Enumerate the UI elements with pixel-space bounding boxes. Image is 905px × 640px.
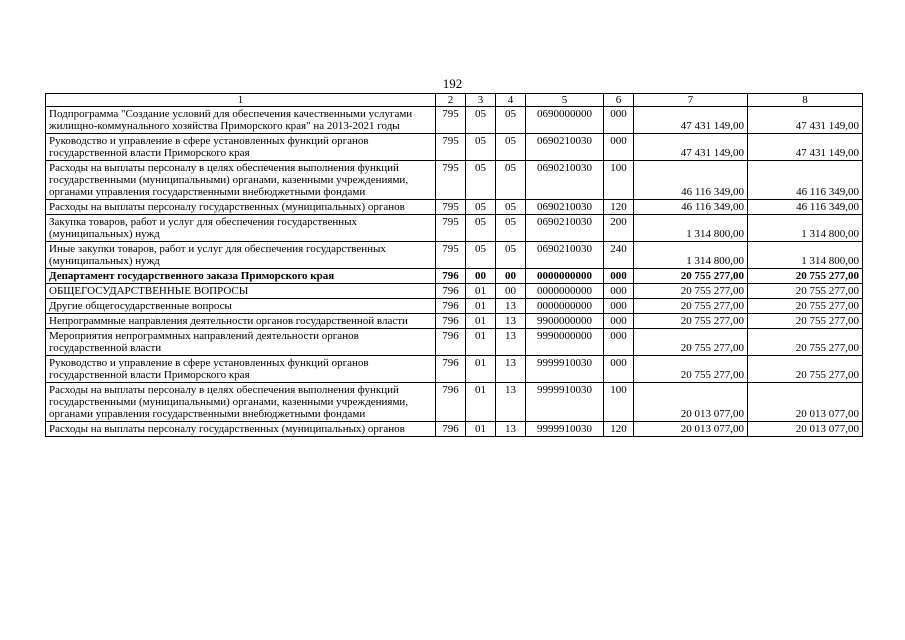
row-amount-8-cell: 20 755 277,00	[748, 269, 863, 284]
row-name-cell: Расходы на выплаты персоналу в целях обеспечения выполнения функций государственными (муниципальными) органами, казенными учреждениями, органами управления государственными внебюджетными фондами	[46, 383, 436, 422]
row-code-6-cell: 000	[604, 299, 634, 314]
row-code-6-cell: 120	[604, 200, 634, 215]
row-name-cell: Закупка товаров, работ и услуг для обеспечения государственных (муниципальных) нужд	[46, 215, 436, 242]
row-code-4-cell: 05	[496, 200, 526, 215]
column-header-1: 1	[46, 94, 436, 107]
row-code-4-cell: 13	[496, 299, 526, 314]
row-code-2-cell: 796	[436, 356, 466, 383]
table-row	[46, 383, 863, 422]
column-header-5: 5	[526, 94, 604, 107]
row-amount-7-cell: 1 314 800,00	[634, 242, 748, 269]
row-code-6-cell: 000	[604, 269, 634, 284]
row-amount-8-cell: 1 314 800,00	[748, 242, 863, 269]
row-code-2-cell: 796	[436, 422, 466, 437]
column-header-7: 7	[634, 94, 748, 107]
row-code-3-cell: 05	[466, 134, 496, 161]
row-code-5-cell: 0000000000	[526, 284, 604, 299]
row-name-cell: Департамент государственного заказа Приморского края	[46, 269, 436, 284]
row-name-cell: Подпрограмма "Создание условий для обеспечения качественными услугами жилищно-коммунального хозяйства Приморского края" на 2013-2021 годы	[46, 107, 436, 134]
row-code-2-cell: 796	[436, 299, 466, 314]
row-code-5-cell: 9990000000	[526, 329, 604, 356]
row-code-3-cell: 01	[466, 422, 496, 437]
column-header-row	[46, 94, 863, 107]
row-code-4-cell: 05	[496, 215, 526, 242]
row-amount-8-cell: 20 755 277,00	[748, 299, 863, 314]
row-amount-8-cell: 20 013 077,00	[748, 422, 863, 437]
row-code-3-cell: 05	[466, 107, 496, 134]
table-row	[46, 215, 863, 242]
row-amount-7-cell: 47 431 149,00	[634, 134, 748, 161]
column-header-8: 8	[748, 94, 863, 107]
table-row	[46, 299, 863, 314]
row-code-2-cell: 795	[436, 215, 466, 242]
row-name-cell: ОБЩЕГОСУДАРСТВЕННЫЕ ВОПРОСЫ	[46, 284, 436, 299]
row-amount-7-cell: 20 013 077,00	[634, 422, 748, 437]
row-code-4-cell: 05	[496, 107, 526, 134]
row-amount-7-cell: 47 431 149,00	[634, 107, 748, 134]
row-name-cell: Расходы на выплаты персоналу государственных (муниципальных) органов	[46, 200, 436, 215]
table-row	[46, 356, 863, 383]
table-row	[46, 107, 863, 134]
row-amount-8-cell: 20 755 277,00	[748, 329, 863, 356]
row-code-2-cell: 795	[436, 161, 466, 200]
row-code-3-cell: 01	[466, 299, 496, 314]
row-code-6-cell: 000	[604, 329, 634, 356]
page-number: 192	[442, 76, 463, 91]
row-name-cell: Иные закупки товаров, работ и услуг для обеспечения государственных (муниципальных) нужд	[46, 242, 436, 269]
table-row	[46, 242, 863, 269]
row-amount-8-cell: 46 116 349,00	[748, 161, 863, 200]
row-amount-7-cell: 20 755 277,00	[634, 329, 748, 356]
row-amount-7-cell: 1 314 800,00	[634, 215, 748, 242]
row-code-4-cell: 05	[496, 134, 526, 161]
row-amount-8-cell: 1 314 800,00	[748, 215, 863, 242]
row-code-5-cell: 9999910030	[526, 383, 604, 422]
row-code-5-cell: 0690000000	[526, 107, 604, 134]
row-amount-7-cell: 20 013 077,00	[634, 383, 748, 422]
row-name-cell: Руководство и управление в сфере установленных функций органов государственной власти Приморского края	[46, 356, 436, 383]
row-code-5-cell: 0690210030	[526, 161, 604, 200]
row-code-3-cell: 05	[466, 200, 496, 215]
row-name-cell: Расходы на выплаты персоналу государственных (муниципальных) органов	[46, 422, 436, 437]
row-code-6-cell: 100	[604, 383, 634, 422]
row-code-4-cell: 13	[496, 356, 526, 383]
row-amount-8-cell: 47 431 149,00	[748, 107, 863, 134]
table-row	[46, 314, 863, 329]
row-code-4-cell: 00	[496, 284, 526, 299]
table-row	[46, 161, 863, 200]
row-code-3-cell: 01	[466, 329, 496, 356]
row-amount-7-cell: 46 116 349,00	[634, 161, 748, 200]
row-code-4-cell: 05	[496, 242, 526, 269]
row-code-6-cell: 100	[604, 161, 634, 200]
row-code-6-cell: 000	[604, 134, 634, 161]
row-amount-8-cell: 47 431 149,00	[748, 134, 863, 161]
row-code-2-cell: 796	[436, 269, 466, 284]
table-row	[46, 200, 863, 215]
row-code-5-cell: 0690210030	[526, 200, 604, 215]
budget-table	[45, 93, 863, 437]
row-code-3-cell: 00	[466, 269, 496, 284]
row-code-2-cell: 796	[436, 383, 466, 422]
row-name-cell: Мероприятия непрограммных направлений деятельности органов государственной власти	[46, 329, 436, 356]
row-code-4-cell: 13	[496, 314, 526, 329]
row-name-cell: Руководство и управление в сфере установленных функций органов государственной власти Приморского края	[46, 134, 436, 161]
row-code-5-cell: 9900000000	[526, 314, 604, 329]
table-body	[46, 94, 863, 437]
column-header-4: 4	[496, 94, 526, 107]
row-amount-8-cell: 20 755 277,00	[748, 356, 863, 383]
table-row	[46, 284, 863, 299]
row-code-5-cell: 9999910030	[526, 356, 604, 383]
row-amount-7-cell: 20 755 277,00	[634, 314, 748, 329]
row-code-6-cell: 200	[604, 215, 634, 242]
row-code-6-cell: 120	[604, 422, 634, 437]
row-code-3-cell: 05	[466, 242, 496, 269]
row-code-3-cell: 01	[466, 314, 496, 329]
row-amount-7-cell: 20 755 277,00	[634, 356, 748, 383]
row-code-2-cell: 795	[436, 107, 466, 134]
row-name-cell: Непрограммные направления деятельности органов государственной власти	[46, 314, 436, 329]
row-code-4-cell: 13	[496, 329, 526, 356]
column-header-3: 3	[466, 94, 496, 107]
row-code-3-cell: 05	[466, 215, 496, 242]
row-code-4-cell: 05	[496, 161, 526, 200]
row-code-5-cell: 0000000000	[526, 269, 604, 284]
row-amount-7-cell: 46 116 349,00	[634, 200, 748, 215]
row-code-6-cell: 000	[604, 284, 634, 299]
row-code-4-cell: 13	[496, 422, 526, 437]
column-header-6: 6	[604, 94, 634, 107]
row-code-6-cell: 000	[604, 107, 634, 134]
row-code-4-cell: 13	[496, 383, 526, 422]
row-code-3-cell: 01	[466, 356, 496, 383]
row-name-cell: Другие общегосударственные вопросы	[46, 299, 436, 314]
row-code-3-cell: 01	[466, 284, 496, 299]
row-name-cell: Расходы на выплаты персоналу в целях обеспечения выполнения функций государственными (муниципальными) органами, казенными учреждениями, органами управления государственными внебюджетными фондами	[46, 161, 436, 200]
row-amount-7-cell: 20 755 277,00	[634, 299, 748, 314]
row-code-5-cell: 0690210030	[526, 134, 604, 161]
row-code-5-cell: 0000000000	[526, 299, 604, 314]
row-code-2-cell: 796	[436, 329, 466, 356]
row-code-2-cell: 795	[436, 134, 466, 161]
table-row	[46, 134, 863, 161]
table-row	[46, 269, 863, 284]
table-row	[46, 329, 863, 356]
row-code-6-cell: 240	[604, 242, 634, 269]
row-amount-7-cell: 20 755 277,00	[634, 269, 748, 284]
row-code-3-cell: 01	[466, 383, 496, 422]
row-code-5-cell: 0690210030	[526, 215, 604, 242]
table-row	[46, 422, 863, 437]
row-code-4-cell: 00	[496, 269, 526, 284]
row-amount-8-cell: 20 755 277,00	[748, 284, 863, 299]
row-code-6-cell: 000	[604, 356, 634, 383]
row-code-2-cell: 795	[436, 200, 466, 215]
row-code-2-cell: 796	[436, 314, 466, 329]
row-amount-7-cell: 20 755 277,00	[634, 284, 748, 299]
row-code-2-cell: 795	[436, 242, 466, 269]
row-code-3-cell: 05	[466, 161, 496, 200]
row-amount-8-cell: 20 013 077,00	[748, 383, 863, 422]
row-code-5-cell: 9999910030	[526, 422, 604, 437]
row-code-6-cell: 000	[604, 314, 634, 329]
row-amount-8-cell: 46 116 349,00	[748, 200, 863, 215]
column-header-2: 2	[436, 94, 466, 107]
row-code-5-cell: 0690210030	[526, 242, 604, 269]
row-code-2-cell: 796	[436, 284, 466, 299]
row-amount-8-cell: 20 755 277,00	[748, 314, 863, 329]
